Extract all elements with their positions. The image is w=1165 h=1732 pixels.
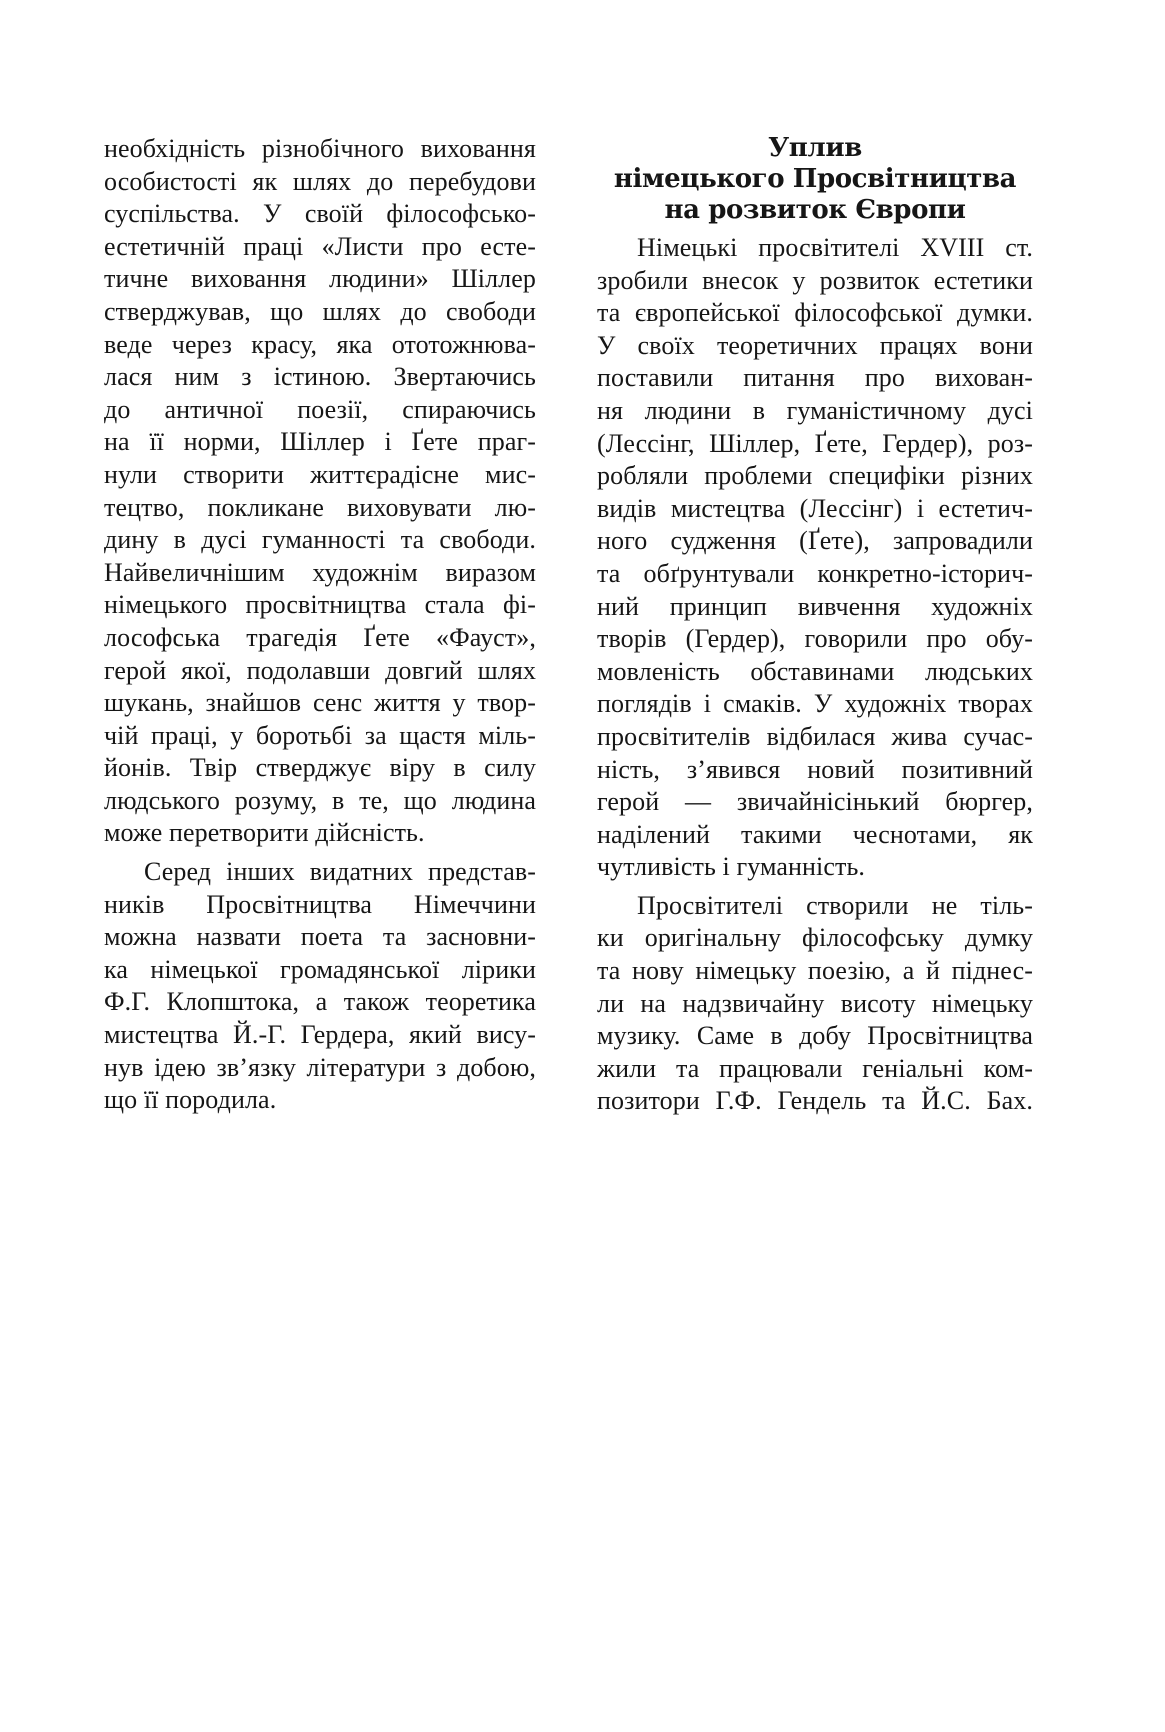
text-line: ного судження (Ґете), запровадили — [597, 526, 1033, 556]
text-line: ний принцип вивчення художніх — [597, 591, 1033, 621]
text-line: мистецтва Й.-Г. Гердера, який вису- — [104, 1020, 536, 1050]
text-line: німецького просвітництва стала фі- — [104, 590, 536, 620]
text-line: просвітителів відбилася жива сучас- — [597, 721, 1033, 751]
text-line: чій праці, у боротьбі за щастя міль- — [104, 720, 536, 750]
text-line: тецтво, покликане виховувати лю- — [104, 492, 536, 522]
text-line: видів мистецтва (Лессінг) і естетич- — [597, 493, 1033, 523]
text-line: наділений такими чеснотами, як — [597, 819, 1033, 849]
text-line: веде через красу, яка ототожнюва- — [104, 329, 536, 359]
left-paragraph-1 — [104, 133, 536, 850]
heading-line: Уплив — [768, 133, 862, 163]
text-line: необхідність різнобічного виховання — [104, 134, 536, 163]
text-line: ли на надзвичайну висоту німецьку — [597, 988, 1033, 1018]
text-line: Серед інших видатних представ- — [144, 857, 536, 887]
text-line: чутливість і гуманність. — [597, 852, 866, 882]
section-heading — [597, 133, 1033, 226]
text-line: герой — звичайнісінький бюргер, — [597, 787, 1033, 817]
text-line: нув ідею зв’язку літератури з добою, — [104, 1052, 536, 1082]
text-line: ня людини в гуманістичному дусі — [597, 395, 1033, 425]
text-line: лософська трагедія Ґете «Фауст», — [104, 622, 536, 652]
text-line: ність, з’явився новий позитивний — [597, 754, 1033, 784]
text-line: У своїх теоретичних працях вони — [597, 330, 1033, 360]
text-line: ка німецької громадянської лірики — [104, 954, 536, 984]
heading-line: на розвиток Європи — [664, 195, 966, 225]
text-line: музику. Саме в добу Просвітництва — [597, 1021, 1033, 1051]
text-line: та обґрунтували конкретно-історич- — [597, 558, 1033, 588]
text-line: лася ним з істиною. Звертаючись — [104, 362, 536, 392]
text-line: ки оригінальну філософську думку — [597, 923, 1033, 953]
text-line: робляли проблеми специфіки різних — [597, 461, 1033, 491]
text-line: можна назвати поета та засновни- — [104, 922, 536, 952]
text-line: зробили внесок у розвиток естетики — [597, 265, 1033, 295]
text-line: Найвеличнішим художнім виразом — [104, 557, 536, 587]
text-line: особистості як шлях до перебудови — [104, 166, 536, 196]
text-line: та нову німецьку поезію, а й піднес- — [597, 956, 1033, 986]
right-column — [597, 133, 1033, 1118]
text-line: людського розуму, в те, що людина — [104, 785, 536, 815]
left-paragraph-2 — [104, 856, 536, 1117]
right-paragraph-1 — [597, 232, 1033, 884]
text-line: герой якої, подолавши довгий шлях — [104, 655, 536, 685]
text-line: Ф.Г. Клопштока, а також теоретика — [104, 987, 536, 1017]
heading-line: німецького Просвітництва — [613, 164, 1017, 194]
right-paragraph-2 — [597, 890, 1033, 1118]
text-line: мовленість обставинами людських — [597, 656, 1033, 686]
text-line: та європейської філософської думки. — [597, 298, 1033, 328]
text-line: жили та працювали геніальні ком- — [597, 1053, 1033, 1083]
text-line: творів (Гердер), говорили про обу- — [597, 624, 1033, 654]
text-line: суспільства. У своїй філософсько- — [104, 199, 536, 229]
text-line: Просвітителі створили не тіль- — [637, 890, 1033, 920]
text-line: ників Просвітництва Німеччини — [104, 889, 536, 919]
text-line: до античної поезії, спираючись — [104, 394, 536, 424]
text-line: Німецькі просвітителі XVIII ст. — [637, 233, 1033, 262]
text-line: стверджував, що шлях до свободи — [104, 296, 536, 326]
left-column — [104, 133, 536, 1117]
text-line: (Лессінг, Шіллер, Ґете, Гердер), роз- — [597, 428, 1033, 458]
text-line: може перетворити дійсність. — [104, 818, 425, 848]
text-line: дину в дусі гуманності та свободи. — [104, 525, 536, 555]
text-line: естетичній праці «Листи про есте- — [104, 231, 536, 261]
text-line: позитори Г.Ф. Гендель та Й.С. Бах. — [597, 1086, 1033, 1116]
text-line: на її норми, Шіллер і Ґете праг- — [104, 427, 536, 457]
text-line: шукань, знайшов сенс життя у твор- — [104, 688, 536, 718]
text-line: тичне виховання людини» Шіллер — [104, 264, 536, 294]
text-line: поставили питання про вихован- — [597, 363, 1033, 393]
text-line: поглядів і смаків. У художніх творах — [597, 689, 1033, 719]
text-line: йонів. Твір стверджує віру в силу — [104, 753, 536, 783]
text-line: що її породила. — [104, 1085, 277, 1115]
text-line: нули створити життєрадісне мис- — [104, 459, 536, 489]
